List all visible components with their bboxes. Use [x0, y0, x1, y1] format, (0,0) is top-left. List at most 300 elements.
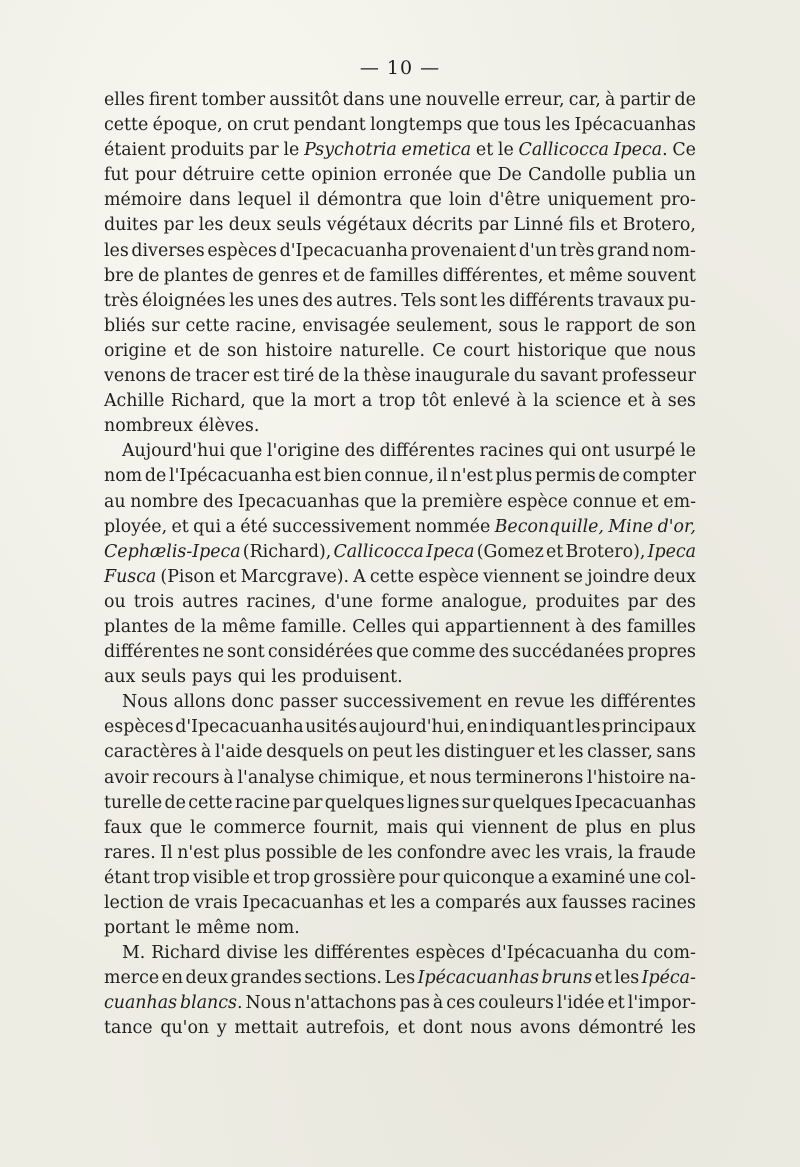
word: n'est — [450, 466, 493, 487]
word: genres — [257, 265, 318, 286]
word: Richard — [151, 943, 221, 964]
word: la — [533, 391, 550, 412]
word: des — [591, 616, 622, 637]
word: allons — [173, 692, 226, 713]
word: trop — [152, 867, 190, 888]
italic-word: emetica — [401, 140, 472, 161]
word: fournit, — [313, 817, 379, 838]
word: vrais, — [564, 842, 614, 863]
word: fraude — [638, 842, 696, 863]
word: et — [600, 215, 618, 236]
word: appartiennent — [444, 616, 570, 637]
word: historique — [517, 340, 607, 361]
word: terminerons — [475, 767, 584, 788]
word: sont — [439, 290, 478, 311]
word: de — [169, 366, 192, 387]
word: deux — [228, 215, 272, 236]
word: publia — [612, 165, 668, 186]
word: très — [559, 240, 595, 261]
word: ployée, — [104, 516, 168, 537]
word: trois — [133, 591, 175, 612]
word: démontré — [578, 1018, 664, 1039]
word — [418, 966, 539, 991]
word: du — [513, 366, 537, 387]
word: et — [547, 265, 566, 286]
text-line — [104, 816, 696, 841]
word: crut — [252, 115, 290, 136]
word: professeur — [601, 366, 696, 387]
word: produites — [535, 591, 620, 612]
word: compter — [622, 466, 696, 487]
word: de — [232, 265, 254, 286]
text-line — [104, 891, 696, 916]
word: les — [535, 842, 561, 863]
word: Les — [384, 968, 416, 989]
word: ont — [581, 441, 610, 462]
word: étaient — [104, 140, 166, 161]
word: a — [361, 391, 373, 412]
word: été — [240, 516, 268, 537]
word: partir — [619, 90, 671, 110]
word: différents — [508, 290, 594, 311]
word: et — [171, 516, 189, 537]
word: connue — [572, 491, 637, 512]
word: unes — [257, 290, 299, 311]
text-line — [104, 1016, 696, 1041]
text-line — [104, 991, 696, 1016]
italic-word: Fusca — [104, 566, 157, 587]
word: par — [248, 140, 279, 161]
word: qui — [237, 667, 266, 688]
word: couleurs — [478, 993, 554, 1014]
word: ses — [667, 391, 696, 412]
word: usurpé — [614, 441, 676, 462]
word: des — [344, 441, 375, 462]
word: dans — [188, 190, 231, 211]
word: fut — [104, 165, 129, 186]
word: souvent — [626, 265, 696, 286]
word: merce — [104, 968, 160, 989]
word: les — [271, 667, 297, 688]
word: au — [104, 491, 126, 512]
italic-word: Beconquille, — [494, 516, 604, 537]
word: que — [614, 340, 647, 361]
word: racines, — [246, 591, 317, 612]
word: Nous — [122, 692, 168, 713]
word: et — [368, 893, 386, 913]
word: l'Ipécacuanha — [169, 466, 292, 487]
text-line — [104, 490, 696, 515]
word: examiné — [551, 867, 626, 888]
word: et — [408, 767, 426, 788]
word: Ce — [432, 340, 456, 361]
text-line — [104, 439, 696, 464]
word: qu'on — [160, 1018, 210, 1039]
word: comparés — [435, 893, 521, 913]
word: par — [478, 215, 509, 236]
word: quelques — [324, 792, 405, 813]
word: les — [480, 290, 506, 311]
word: travaux — [597, 290, 665, 311]
word: espèce — [418, 566, 479, 587]
word: que — [229, 441, 263, 462]
word: qui — [411, 616, 440, 637]
text-line — [104, 866, 696, 891]
word: envisagée — [302, 315, 391, 336]
word: plantes — [163, 265, 229, 286]
word: analogue, — [441, 591, 528, 612]
word: com- — [653, 943, 696, 964]
word — [541, 966, 592, 991]
word: les — [614, 968, 640, 989]
word: d'Ipecacuanha — [279, 240, 408, 261]
word: qui — [193, 516, 222, 537]
word: de — [144, 466, 167, 487]
word: le — [175, 918, 192, 939]
word: ces — [446, 993, 476, 1014]
word: inaugurale — [414, 366, 511, 387]
word: que — [466, 115, 500, 136]
word: avoir — [104, 767, 149, 788]
text-line — [104, 163, 696, 188]
word: pu- — [667, 290, 696, 311]
word: seulement, — [396, 315, 493, 336]
word: erronée — [383, 165, 453, 186]
word: plus — [495, 466, 533, 487]
text-line — [104, 213, 696, 238]
text-line — [104, 464, 696, 489]
italic-word: bruns — [541, 968, 593, 989]
word: viennent — [471, 817, 549, 838]
word: et — [173, 340, 192, 361]
word: et — [322, 265, 340, 286]
word: et — [252, 867, 271, 888]
word: les — [104, 240, 129, 261]
word: revue — [514, 692, 565, 713]
word: sans — [656, 742, 696, 763]
word: cette — [369, 566, 415, 587]
word: nombreux — [104, 416, 193, 437]
word: nom. — [256, 918, 300, 939]
word — [401, 138, 471, 163]
word: divise — [226, 943, 278, 964]
word: tous — [503, 115, 542, 136]
word: longtemps — [370, 115, 463, 136]
word: fausses — [561, 893, 627, 913]
word: une — [628, 867, 662, 888]
italic-word: Callicocca — [518, 140, 609, 161]
word: familles — [369, 265, 439, 286]
word: et — [627, 391, 645, 412]
word: cette — [188, 792, 233, 813]
word: est — [294, 466, 321, 487]
italic-word: Ipéca- — [641, 968, 696, 989]
word: les — [575, 717, 601, 738]
word: d'Ipécacuanha — [490, 943, 620, 964]
word: à — [516, 391, 527, 412]
word: espèces — [415, 943, 486, 964]
word: les — [558, 742, 584, 763]
word: vrais — [194, 893, 238, 913]
word: Ipecacuanhas — [242, 893, 364, 913]
word: Ce — [672, 140, 696, 161]
word: visible — [192, 867, 250, 888]
word: les — [390, 893, 416, 913]
word: éloignées — [141, 290, 226, 311]
word: et — [219, 566, 237, 587]
word: n'attachons — [294, 993, 397, 1014]
word: Richard, — [170, 391, 246, 412]
word: les — [570, 692, 595, 713]
word: le — [543, 315, 560, 336]
word: grossière — [313, 867, 396, 888]
word: qui — [548, 441, 577, 462]
word: autrefois, — [305, 1018, 390, 1039]
text-line — [104, 841, 696, 866]
text-line — [104, 113, 696, 138]
word: très — [104, 290, 139, 311]
word: savant — [540, 366, 598, 387]
text-line — [104, 515, 696, 540]
word: Ipeca. — [614, 138, 668, 163]
word: sur — [151, 315, 180, 336]
word: cette — [185, 315, 230, 336]
word: uniquement — [547, 190, 654, 211]
word: par — [627, 591, 658, 612]
word: de — [555, 817, 578, 838]
word: racines — [631, 893, 696, 913]
word: espèces — [207, 240, 277, 261]
word: passer — [279, 692, 338, 713]
word: nous — [470, 1018, 513, 1039]
text-line — [104, 640, 696, 665]
word: et — [607, 993, 625, 1014]
text-line — [104, 289, 696, 314]
word: court — [463, 340, 510, 361]
word: origine — [104, 340, 167, 361]
word: na- — [668, 767, 696, 788]
word: les — [283, 943, 309, 964]
word: blancs. — [180, 991, 242, 1016]
word: à — [200, 742, 212, 763]
word: la — [401, 491, 418, 512]
word: différentes — [314, 943, 410, 964]
word: A — [353, 566, 366, 587]
text-line — [104, 615, 696, 640]
word: des — [665, 591, 696, 612]
word: (Gomez — [476, 541, 544, 562]
word: la — [200, 616, 217, 637]
word: se — [563, 566, 583, 587]
word: une — [388, 90, 422, 110]
word — [104, 540, 241, 565]
word: Achille — [104, 391, 165, 412]
word: le — [680, 441, 696, 462]
word: deux — [653, 566, 696, 587]
italic-word: cuanhas — [104, 993, 178, 1014]
text-line — [104, 314, 696, 339]
word: les — [415, 742, 441, 763]
word: nom — [104, 466, 143, 487]
word: espèces — [104, 717, 174, 738]
word: bre — [104, 265, 134, 286]
word: la — [291, 391, 307, 412]
text-line — [104, 715, 696, 740]
word: de — [318, 366, 340, 387]
word: car, — [568, 90, 601, 110]
word: successivement — [272, 516, 411, 537]
text-line — [104, 690, 696, 715]
word: que — [149, 817, 183, 838]
word: un — [673, 165, 696, 186]
word: Il — [160, 842, 173, 863]
text-line — [104, 364, 696, 389]
italic-word: Ipécacuanhas — [417, 968, 539, 989]
word — [304, 138, 397, 163]
word: de — [164, 792, 186, 813]
word: De — [497, 165, 522, 186]
word: pays — [191, 667, 233, 688]
word: et — [475, 140, 494, 161]
word: l'histoire — [587, 767, 665, 788]
word: indiquant — [489, 717, 575, 738]
word: familles — [626, 616, 696, 637]
word: est — [253, 366, 280, 387]
word: que — [376, 642, 409, 663]
word: le — [190, 817, 206, 838]
word: Ipécacuanhas — [574, 115, 696, 136]
word: ne — [202, 642, 224, 663]
word: différentes — [600, 692, 696, 713]
word: même — [222, 616, 276, 637]
word: espèce — [507, 491, 568, 512]
word: Marcgrave). — [240, 566, 350, 587]
word: la — [617, 842, 634, 863]
word: végétaux — [326, 215, 407, 236]
word: ou — [104, 591, 126, 612]
italic-word: Ipeca — [647, 541, 696, 562]
word: y — [216, 1018, 227, 1039]
word: les — [367, 842, 393, 863]
word: duites — [104, 215, 159, 236]
word: tiré — [283, 366, 315, 387]
word: il — [436, 466, 448, 487]
word: l'origine — [266, 441, 340, 462]
word: élèves. — [198, 416, 260, 437]
body-text — [104, 88, 696, 1042]
word: des — [302, 290, 333, 311]
text-line — [104, 264, 696, 289]
word: elles — [104, 90, 145, 110]
word: col- — [664, 867, 696, 888]
word: grandes — [230, 968, 302, 989]
word: permis — [534, 466, 596, 487]
word: nombre — [130, 491, 199, 512]
word: rares. — [104, 842, 156, 863]
word: nom- — [651, 240, 696, 261]
word: et — [537, 742, 556, 763]
word: considérées — [267, 642, 374, 663]
word: même — [196, 918, 251, 939]
word: trop — [273, 867, 311, 888]
word: histoire — [265, 340, 333, 361]
word — [642, 966, 696, 991]
word: différentes — [104, 642, 200, 663]
word: à — [432, 993, 444, 1014]
word: des — [478, 642, 509, 663]
word: on — [226, 115, 249, 136]
word: sections. — [304, 968, 382, 989]
word: plantes — [104, 616, 169, 637]
word: faux — [104, 817, 142, 838]
word: même — [569, 265, 623, 286]
word: nommée — [415, 516, 491, 537]
word: tôt — [421, 391, 447, 412]
word: pour — [398, 867, 440, 888]
word: racines — [479, 441, 544, 462]
word: d'un — [518, 240, 558, 261]
word — [104, 565, 156, 590]
word: différentes — [379, 441, 475, 462]
word: plus — [223, 842, 261, 863]
word: cette — [260, 165, 306, 186]
word: science — [555, 391, 622, 412]
word: autres. — [336, 290, 398, 311]
word: quiconque — [442, 867, 535, 888]
text-line — [104, 239, 696, 264]
word: la — [343, 366, 360, 387]
word: erreur, — [504, 90, 565, 110]
word: famille. — [280, 616, 347, 637]
word: provenaient — [410, 240, 517, 261]
word: de — [343, 265, 366, 286]
word: son — [227, 340, 258, 361]
text-line — [104, 339, 696, 364]
word: Aujourd'hui — [122, 441, 226, 462]
word: donc — [231, 692, 274, 713]
word: qui — [435, 817, 464, 838]
text-line — [104, 565, 696, 590]
word: cette — [104, 115, 149, 136]
word: seuls — [276, 215, 322, 236]
text-line — [104, 540, 696, 565]
word: plus — [585, 817, 622, 838]
word: dont — [422, 1018, 463, 1039]
word: Celles — [352, 616, 407, 637]
word: Tels — [401, 290, 437, 311]
word: mais — [386, 817, 429, 838]
word: opinion — [311, 165, 377, 186]
word: naturelle. — [339, 340, 425, 361]
word: l'idée — [556, 993, 605, 1014]
word: de — [168, 893, 190, 913]
word: bien — [323, 466, 362, 487]
word: que — [363, 491, 397, 512]
word: à — [605, 90, 616, 110]
word: de — [638, 315, 660, 336]
text-line — [104, 414, 696, 439]
italic-word: Cephælis-Ipeca — [104, 541, 241, 562]
word: avec — [490, 842, 531, 863]
word: tracer — [195, 366, 250, 387]
word: bliés — [104, 315, 146, 336]
word: le — [497, 140, 514, 161]
word: étant — [104, 867, 150, 888]
word: loin — [448, 190, 482, 211]
word: l'aide — [214, 742, 263, 763]
word: démontra — [316, 190, 403, 211]
word — [608, 515, 653, 540]
